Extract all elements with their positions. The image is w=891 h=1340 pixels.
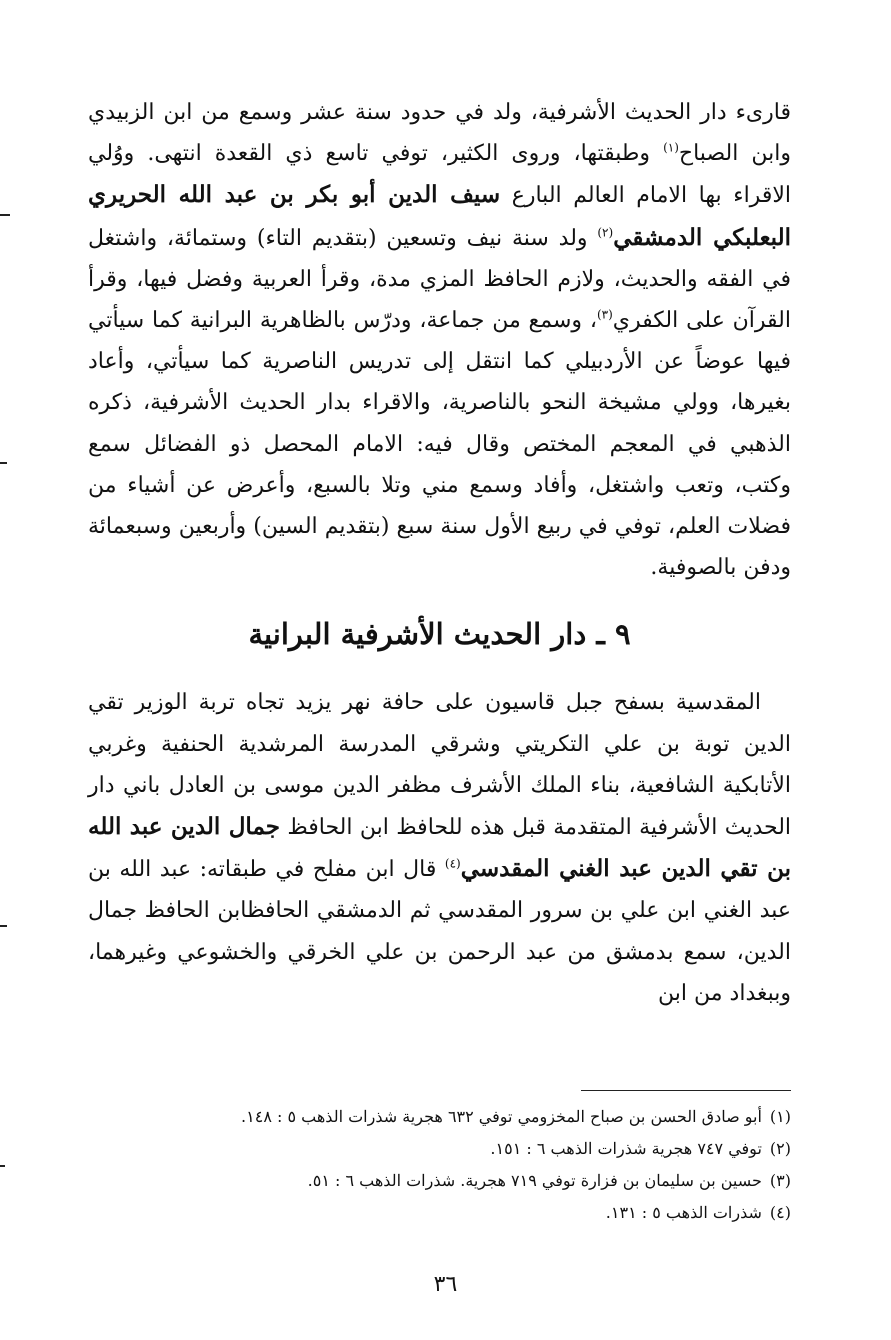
scholar-name-jamal-al-din: جمال الدين عبد الله بن تقي الدين عبد الغني المقدسي [88, 813, 792, 883]
paragraph-1-text-3: ولد سنة نيف وتسعين (بتقديم التاء) وستمائة، واشتغل في الفقه والحديث، ولازم الحافظ المزي مدة، وقرأ العربية وفضل فيها، وقرأ القرآن على الكفري [88, 225, 791, 334]
footnotes-section [88, 1090, 791, 1229]
footnote-item [88, 1165, 791, 1197]
footnote-number: (٢) [769, 1139, 791, 1158]
paragraph-1-text-2: وطبقتها، وروى الكثير، توفي تاسع ذي القعدة انتهى. ووُلي الاقراء بها الامام العالم البارع [88, 141, 791, 209]
footnote-text: توفي ٧٤٧ هجرية شذرات الذهب ٦ : ١٥١. [490, 1139, 762, 1158]
footnote-ref-2: (٢) [597, 225, 614, 240]
footnote-text: شذرات الذهب ٥ : ١٣١. [605, 1203, 762, 1222]
paragraph-2-text-2: قال ابن مفلح في طبقاته: عبد الله بن عبد الغني ابن علي بن سرور المقدسي ثم الدمشقي الحافظابن الحافظ جمال الدين، سمع بدمشق من عبد الرحمن بن علي الخرقي والخشوعي وغيرهما، وببغداد من ابن [88, 857, 791, 1006]
paragraph-2 [88, 682, 791, 1014]
footnote-number: (٤) [769, 1203, 791, 1222]
page-number: ٣٦ [433, 1272, 458, 1297]
footnote-divider [581, 1090, 791, 1091]
page-body [88, 92, 791, 1014]
footnote-ref-1: (١) [663, 140, 679, 155]
paragraph-2-text-1: المقدسية بسفح جبل قاسيون على حافة نهر يزيد تجاه تربة الوزير تقي الدين توبة بن علي التكريتي وشرقي المدرسة المرشدية الحنفية وغربي الأتابكية الشافعية، بناء الملك الأشرف مظفر الدين موسى بن العادل باني دار الحديث الأشرفية المتقدمة قبل هذه للحافظ ابن الحافظ [88, 690, 792, 841]
footnote-ref-4: (٤) [444, 856, 461, 871]
paragraph-1-text-4: ، وسمع من جماعة، ودرّس بالظاهرية البرانية كما سيأتي فيها عوضاً عن الأردبيلي كما انتقل إلى تدريس الناصرية كما سيأتي، وأعاد بغيرها، وولي مشيخة النحو بالناصرية، والاقراء بدار الحديث الأشرفية، ذكره الذهبي في المعجم المختص وقال فيه: الامام المحصل ذو الفضائل سمع وكتب، وتعب واشتغل، وأفاد وسمع مني وتلا بالسبع، وأعرض عن أشياء من فضلات العلم، توفي في ربيع الأول سنة سبع (بتقديم السين) وأربعين وسبعمائة ودفن بالصوفية. [88, 308, 791, 581]
footnote-text: حسين بن سليمان بن فزارة توفي ٧١٩ هجرية. شذرات الذهب ٦ : ٥١. [307, 1171, 762, 1190]
footnote-number: (٣) [769, 1171, 791, 1190]
footnote-item [88, 1101, 791, 1133]
scan-edge-mark [0, 214, 10, 216]
section-heading: ٩ ـ دار الحديث الأشرفية البرانية [248, 617, 631, 652]
footnote-list [88, 1101, 791, 1229]
scan-edge-mark [0, 925, 7, 927]
paragraph-1 [88, 92, 791, 588]
scan-edge-mark [0, 1165, 5, 1167]
footnote-item [88, 1133, 791, 1165]
footnote-number: (١) [769, 1107, 791, 1126]
paragraph-1-text-1: قارىء دار الحديث الأشرفية، ولد في حدود سنة عشر وسمع من ابن الزبيدي وابن الصباح [88, 100, 791, 167]
scholar-name-saif-al-din: سيف الدين أبو بكر بن عبد الله الحريري البعلبكي الدمشقي [88, 181, 792, 251]
footnote-item [88, 1197, 791, 1229]
footnote-text: أبو صادق الحسن بن صباح المخزومي توفي ٦٣٢ هجرية شذرات الذهب ٥ : ١٤٨. [241, 1107, 762, 1126]
footnote-ref-3: (٣) [596, 307, 613, 322]
scan-edge-mark [0, 462, 7, 464]
